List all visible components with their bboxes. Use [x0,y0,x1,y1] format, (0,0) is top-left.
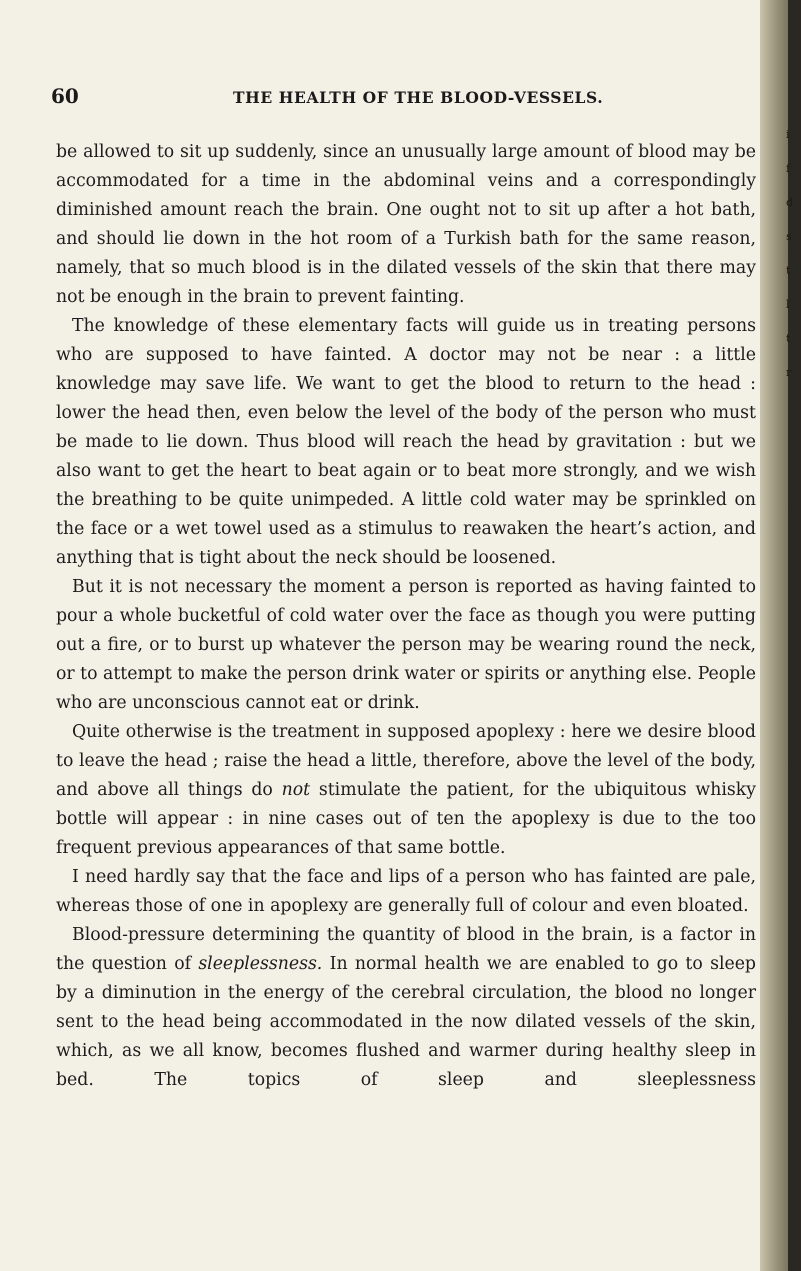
paragraph-6-text-before: Blood-pressure determining the quantity of blood in the brain, is a factor in the question of [56,925,756,974]
page-header [51,84,760,108]
fragment: f [786,162,791,175]
paragraph-3-text: But it is not necessary the moment a person is reported as having fainted to pour a whole bucketful of cold water over the face as though you were putting out a fire, or to burst up whatever the person may be wearing round the neck, or to attempt to make the person drink water or spirits or anything else. People who are unconscious cannot eat or drink. [56,577,756,713]
running-title: THE HEALTH OF THE BLOOD-VESSELS. [233,88,604,107]
paragraph-6-text-after: In normal health we are enabled to go to sleep by a diminution in the energy of the cerebral circulation, the blood no longer sent to the head being accommodated in the now dilated vessels of the skin, which, as we all know, becomes flushed and warmer during healthy sleep in bed. The topics of sleep and sleeplessness [56,954,756,1090]
paragraph-4-emphasis: not [281,780,311,800]
paragraph-5 [56,863,756,921]
paragraph-4 [56,718,756,863]
paragraph-1 [56,138,756,312]
paragraph-1-text: be allowed to sit up suddenly, since an unusually large amount of blood may be accommodated for a time in the abdominal veins and a correspondingly diminished amount reach the brain. One ought not to sit up after a hot bath, and should lie down in the hot room of a Turkish bath for the same reason, namely, that so much blood is in the dilated vessels of the skin that there may not be enough in the brain to prevent fainting. [56,142,756,307]
paragraph-5-text: I need hardly say that the face and lips of a person who has fainted are pale, whereas those of one in apoplexy are generally full of colour and even bloated. [56,867,756,916]
page-number: 60 [51,84,79,108]
fragment: i [786,128,790,141]
paragraph-6-emphasis: sleeplessness. [198,954,323,974]
facing-page-fragments [786,118,798,390]
paragraph-2-text: The knowledge of these elementary facts will guide us in treating persons who are supposed to have fainted. A doctor may not be near : a little knowledge may save life. We want to get the blood to return to the head : lower the head then, even below the level of the body of the person who must be made to lie down. Thus blood will reach the head by gravitation : but we also want to get the heart to beat again or to beat more strongly, and we wish the breathing to be quite unimpeded. A little cold water may be sprinkled on the face or a wet towel used as a stimulus to reawaken the heart’s action, and anything that is tight about the neck should be loosened. [56,316,756,568]
fragment: t [786,332,791,345]
paragraph-2 [56,312,756,573]
body-text [56,138,756,1095]
fragment: t [786,264,791,277]
paragraph-6 [56,921,756,1095]
paragraph-3 [56,573,756,718]
fragment: s [786,230,792,243]
paragraph-4-text-before: Quite otherwise is the treatment in supposed apoplexy : here we desire blood to leave the head ; raise the head a little, therefore, above the level of the body, and above all things do [56,722,756,800]
fragment: l [786,298,790,311]
fragment: r [786,366,792,379]
fragment: d [786,196,794,209]
paragraph-4-text-after: stimulate the patient, for the ubiquitous whisky bottle will appear : in nine cases out of ten the apoplexy is due to the too frequent previous appearances of that same bottle. [56,780,756,858]
